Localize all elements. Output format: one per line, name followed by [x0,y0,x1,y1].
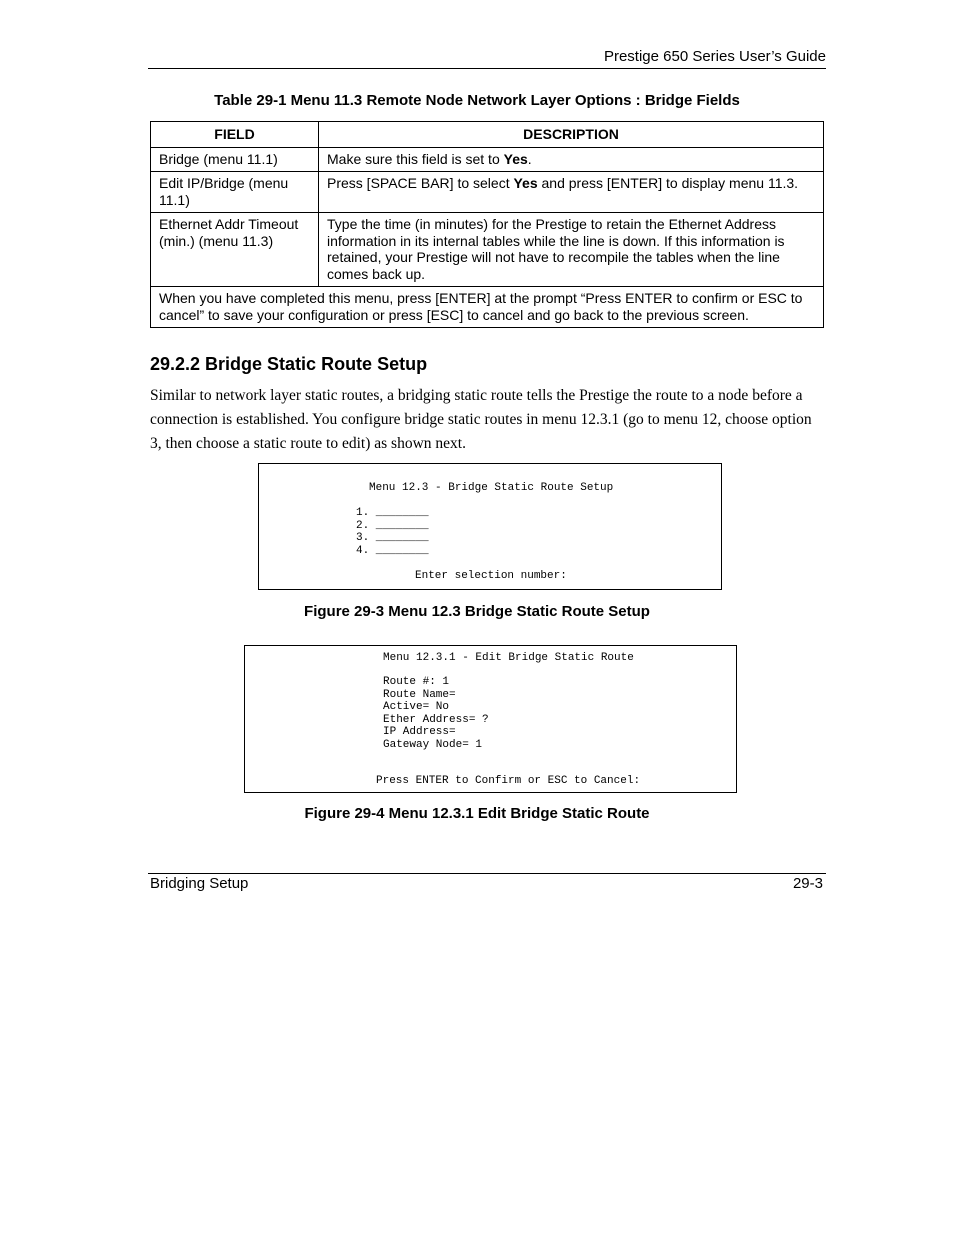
table-caption: Table 29-1 Menu 11.3 Remote Node Network Layer Options : Bridge Fields [214,92,740,109]
field-cell: Ethernet Addr Timeout (min.) (menu 11.3) [151,213,319,287]
section-heading: 29.2.2 Bridge Static Route Setup [150,354,428,374]
menu-field: Route #: 1 [383,676,450,688]
menu-field: Gateway Node= 1 [383,738,483,751]
field-cell: Edit IP/Bridge (menu 11.1) [151,172,319,213]
description-text: . [527,150,532,167]
menu-12-3-1-screen [244,645,737,793]
footer-rule [148,873,826,874]
footer-chapter: Bridging Setup [150,875,249,892]
table-row [151,172,824,213]
page-number: 29-3 [792,875,823,892]
menu-item: 1. ________ [356,507,429,519]
table-footer-note: When you have completed this menu, press [ENTER] at the prompt “Press ENTER to confirm or ESC to cancel” to save your configuration or press [ESC] to cancel and go back to the previous screen. [151,287,824,328]
menu-prompt: Enter selection number: [415,570,567,582]
table-header-row [151,122,824,148]
figure-caption: Figure 29-4 Menu 12.3.1 Edit Bridge Static Route [304,805,650,822]
menu-item: 2. ________ [356,519,429,532]
description-bold: Yes [503,150,528,167]
running-header: Prestige 650 Series User’s Guide [603,48,826,65]
menu-field: Active= No [383,701,450,713]
column-header-description: DESCRIPTION [319,122,824,148]
field-cell: Bridge (menu 11.1) [151,147,319,172]
description-cell [319,147,824,172]
menu-item: 3. ________ [356,532,429,544]
column-header-field: FIELD [151,122,319,148]
section-paragraph: Similar to network layer static routes, a bridging static route tells the Prestige the route to a node before a connection is established. You configure bridge static routes in menu 12.3.1 (go to menu 12, choose option 3, then choose a static route to edit) as shown next. [150,387,812,452]
description-text: and press [ENTER] to display menu 11.3. [537,175,799,191]
menu-title: Menu 12.3 - Bridge Static Route Setup [369,482,614,494]
table-row [151,147,824,172]
description-text: Make sure this field is set to [327,150,504,167]
description-text: Type the time (in minutes) for the Prestige to retain the Ethernet Address information in its internal tables while the line is down. If this information is retained, your Prestige will not have to recompile the tables when the line comes back up. [327,216,785,282]
menu-item: 4. ________ [356,544,429,557]
description-bold: Yes [513,175,538,191]
bridge-fields-table [150,121,824,328]
table-footer-row [151,287,824,328]
description-cell [319,172,824,213]
description-cell [319,213,824,287]
table-row [151,213,824,287]
description-text: Press [SPACE BAR] to select [327,175,514,191]
menu-title: Menu 12.3.1 - Edit Bridge Static Route [383,652,634,664]
menu-12-3-screen [258,463,722,590]
menu-prompt: Press ENTER to Confirm or ESC to Cancel: [376,775,641,787]
header-rule [148,68,826,69]
menu-field: Route Name= [383,688,456,701]
menu-field: Ether Address= ? [383,713,489,726]
figure-caption: Figure 29-3 Menu 12.3 Bridge Static Route Setup [304,603,650,620]
menu-field: IP Address= [383,726,456,738]
